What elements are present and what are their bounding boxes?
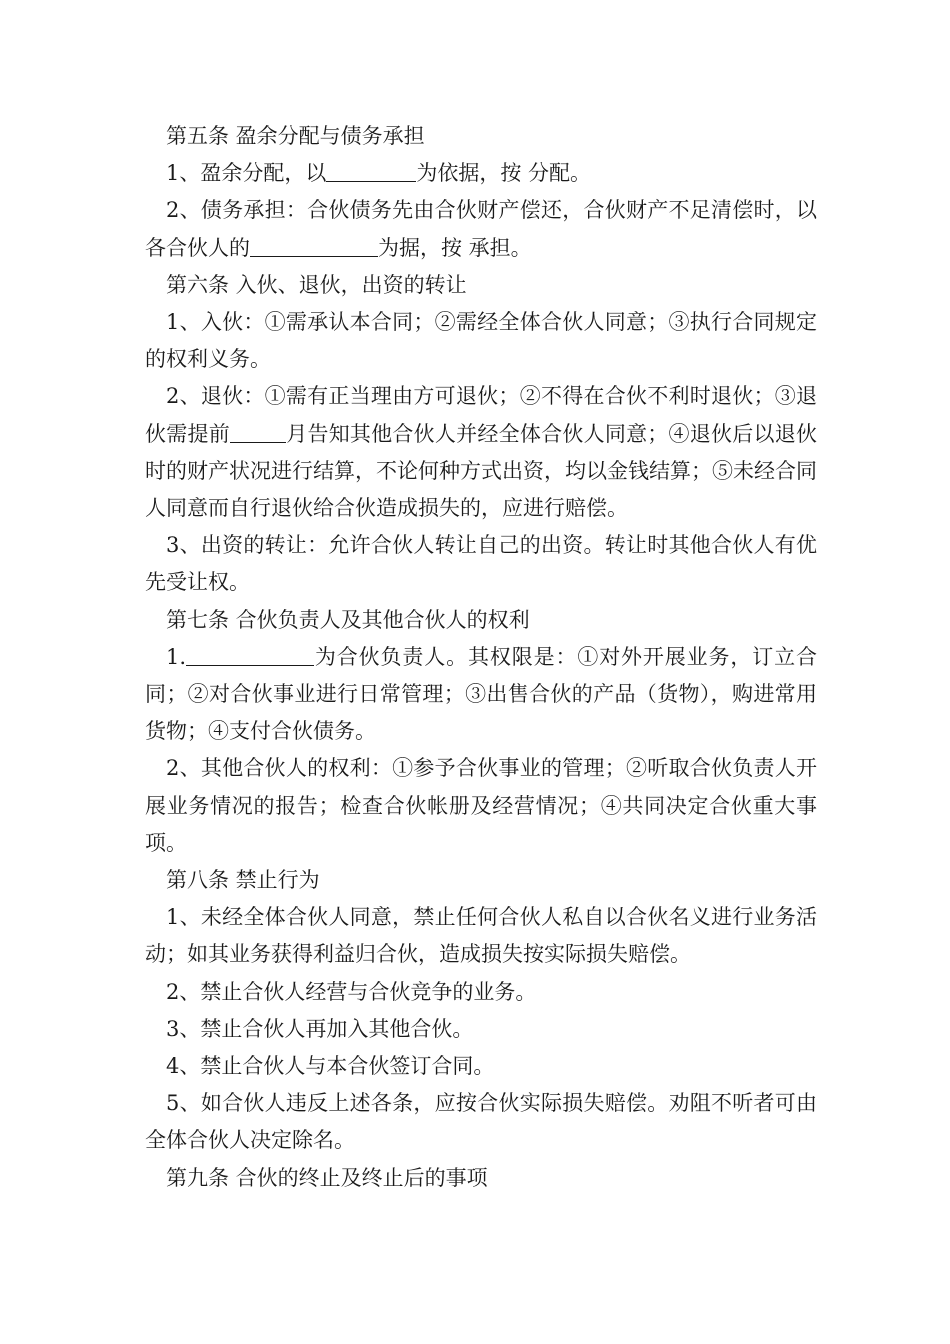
article-6-clause-3: 3、出资的转让：允许合伙人转让自己的出资。转让时其他合伙人有优先受让权。 [145, 533, 817, 595]
clause-text: 月告知其他合伙人并经全体合伙人同意；④退伙后以退伙时的财产状况进行结算，不论何种方式出资，均以金钱结算；⑤未经合同人同意而自行退伙给合伙造成损失的，应进行赔偿。 [145, 421, 818, 521]
article-7-clause-1 [145, 639, 817, 751]
fill-blank [326, 159, 416, 182]
article-6-clause-2 [145, 378, 817, 527]
fill-blank [186, 643, 314, 666]
clause-text: 1. [166, 644, 187, 669]
clause-text: 为据，按 承担。 [378, 235, 532, 260]
clause-text: 2、债务承担：合伙债务先由合伙财产偿还，合伙财产不足清偿时，以各合伙人的 [145, 198, 817, 260]
article-5-clause-2 [145, 192, 817, 266]
article-7-clause-2: 2、其他合伙人的权利：①参予合伙事业的管理；②听取合伙负责人开展业务情况的报告；检查合伙帐册及经营情况；④共同决定合伙重大事项。 [145, 756, 817, 855]
article-8-clause-1: 1、未经全体合伙人同意，禁止任何合伙人私自以合伙名义进行业务活动；如其业务获得利益归合伙，造成损失按实际损失赔偿。 [145, 905, 817, 967]
article-9-title: 第九条 合伙的终止及终止后的事项 [166, 1165, 488, 1190]
fill-blank [250, 234, 378, 257]
article-5-title: 第五条 盈余分配与债务承担 [166, 124, 425, 148]
clause-text: 为合伙负责人。其权限是：①对外开展业务，订立合同；②对合伙事业进行日常管理；③出售合伙的产品（货物），购进常用货物；④支付合伙债务。 [145, 644, 817, 744]
article-8-clause-2: 2、禁止合伙人经营与合伙竞争的业务。 [166, 979, 537, 1004]
clause-text: 1、盈余分配，以 [166, 161, 327, 186]
clause-text: 为依据，按 分配。 [416, 161, 592, 186]
clause-text: 2、退伙：①需有正当理由方可退伙；②不得在合伙不利时退伙；③退伙需提前 [145, 384, 817, 446]
article-8-title: 第八条 禁止行为 [166, 868, 320, 893]
article-6-title: 第六条 入伙、退伙，出资的转让 [166, 272, 467, 297]
fill-blank [230, 420, 286, 443]
document-body [145, 118, 817, 1197]
article-8-clause-3: 3、禁止合伙人再加入其他合伙。 [166, 1016, 474, 1041]
article-8-clause-4: 4、禁止合伙人与本合伙签订合同。 [166, 1054, 495, 1079]
article-6-clause-1: 1、入伙：①需承认本合同；②需经全体合伙人同意；③执行合同规定的权利义务。 [145, 310, 817, 372]
article-7-title: 第七条 合伙负责人及其他合伙人的权利 [166, 607, 530, 632]
article-8-clause-5: 5、如合伙人违反上述各条，应按合伙实际损失赔偿。劝阻不听者可由全体合伙人决定除名。 [145, 1091, 817, 1153]
article-5-clause-1 [145, 155, 817, 192]
